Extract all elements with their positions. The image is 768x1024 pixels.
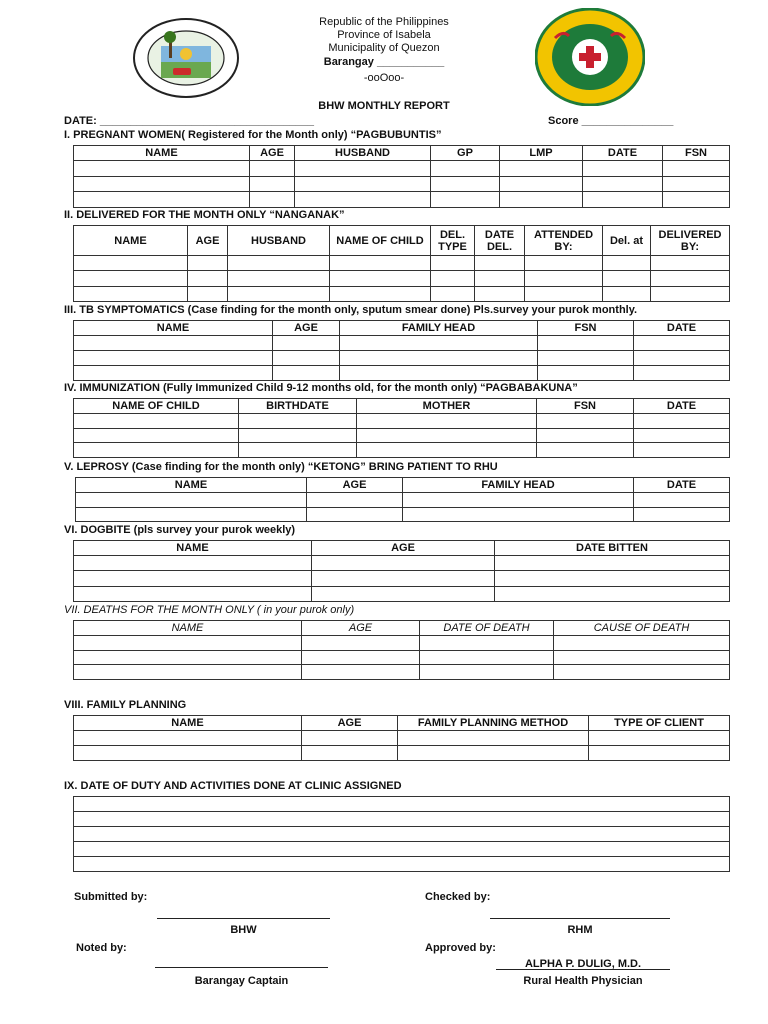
col-header: BIRTHDATE xyxy=(239,399,357,414)
col-header: FSN xyxy=(663,146,730,161)
duty-activities-table xyxy=(73,796,730,872)
col-header: DEL. TYPE xyxy=(431,226,475,256)
approved-role: Rural Health Physician xyxy=(523,975,643,987)
section-1-title: I. PREGNANT WOMEN( Registered for the Month only) “PAGBUBUNTIS” xyxy=(64,129,442,141)
table-row[interactable] xyxy=(74,256,730,271)
noted-signature-line[interactable] xyxy=(155,967,328,968)
table-row[interactable] xyxy=(74,414,730,429)
col-header: DATE BITTEN xyxy=(495,541,730,556)
col-header: HUSBAND xyxy=(228,226,330,256)
table-row[interactable] xyxy=(74,636,730,651)
table-row[interactable] xyxy=(74,857,730,872)
col-header: FSN xyxy=(538,321,634,336)
col-header: DATE xyxy=(634,321,730,336)
submitted-signature-line[interactable] xyxy=(157,918,330,919)
table-row[interactable] xyxy=(74,176,730,192)
family-planning-table xyxy=(73,715,730,761)
section-2-title: II. DELIVERED FOR THE MONTH ONLY “NANGANAK” xyxy=(64,209,345,221)
table-row[interactable] xyxy=(74,746,730,761)
col-header: NAME xyxy=(74,716,302,731)
col-header: TYPE OF CLIENT xyxy=(589,716,730,731)
col-header: NAME xyxy=(74,621,302,636)
col-header: AGE xyxy=(312,541,495,556)
section-6-title: VI. DOGBITE (pls survey your purok weekly) xyxy=(64,524,296,536)
col-header: FAMILY PLANNING METHOD xyxy=(398,716,589,731)
table-row[interactable] xyxy=(74,271,730,286)
table-row[interactable] xyxy=(74,336,730,351)
table-row[interactable] xyxy=(74,428,730,443)
col-header: DATE xyxy=(583,146,663,161)
deaths-table xyxy=(73,620,730,680)
noted-role: Barangay Captain xyxy=(194,975,289,987)
col-header: FSN xyxy=(537,399,634,414)
col-header: DELIVERED BY: xyxy=(651,226,730,256)
table-row[interactable] xyxy=(74,665,730,680)
table-row[interactable] xyxy=(74,797,730,812)
immunization-table xyxy=(73,398,730,458)
table-row[interactable] xyxy=(74,812,730,827)
col-header: AGE xyxy=(302,716,398,731)
table-row[interactable] xyxy=(74,731,730,746)
table-row[interactable] xyxy=(74,351,730,366)
checked-role: RHM xyxy=(567,924,593,936)
col-header: LMP xyxy=(500,146,583,161)
dogbite-table xyxy=(73,540,730,602)
section-3-title: III. TB SYMPTOMATICS (Case finding for the month only, sputum smear done) Pls.survey your purok monthly. xyxy=(64,304,638,316)
col-header: GP xyxy=(431,146,500,161)
header-divider: -ooOoo- xyxy=(363,72,405,84)
table-row[interactable] xyxy=(74,842,730,857)
col-header: Del. at xyxy=(603,226,651,256)
col-header: AGE xyxy=(302,621,420,636)
col-header: FAMILY HEAD xyxy=(340,321,538,336)
col-header: AGE xyxy=(188,226,228,256)
col-header: AGE xyxy=(250,146,295,161)
leprosy-table xyxy=(75,477,730,522)
tb-symptomatics-table xyxy=(73,320,730,381)
header-province: Province of Isabela xyxy=(337,29,431,41)
col-header: ATTENDED BY: xyxy=(525,226,603,256)
table-row[interactable] xyxy=(74,286,730,301)
submitted-by-label: Submitted by: xyxy=(74,891,148,903)
section-5-title: V. LEPROSY (Case finding for the month only) “KETONG” BRING PATIENT TO RHU xyxy=(64,461,498,473)
col-header: FAMILY HEAD xyxy=(403,478,634,493)
section-9-title: IX. DATE OF DUTY AND ACTIVITIES DONE AT CLINIC ASSIGNED xyxy=(64,780,402,792)
col-header: HUSBAND xyxy=(295,146,431,161)
col-header: AGE xyxy=(307,478,403,493)
table-row[interactable] xyxy=(74,366,730,381)
col-header: NAME xyxy=(74,541,312,556)
score-field[interactable]: Score _______________ xyxy=(548,115,674,127)
submitted-role: BHW xyxy=(230,924,257,936)
col-header: DATE xyxy=(634,399,730,414)
pregnant-women-table xyxy=(73,145,730,208)
col-header: NAME xyxy=(74,321,273,336)
table-row[interactable] xyxy=(74,556,730,571)
table-row[interactable] xyxy=(76,507,730,522)
approved-by-label: Approved by: xyxy=(425,942,496,954)
col-header: NAME xyxy=(74,146,250,161)
delivered-table xyxy=(73,225,730,302)
table-row[interactable] xyxy=(74,586,730,601)
table-row[interactable] xyxy=(74,161,730,177)
report-title: BHW MONTHLY REPORT xyxy=(318,100,450,112)
table-row[interactable] xyxy=(74,650,730,665)
col-header: AGE xyxy=(273,321,340,336)
table-row[interactable] xyxy=(76,493,730,508)
col-header: NAME xyxy=(74,226,188,256)
section-8-title: VIII. FAMILY PLANNING xyxy=(64,699,187,711)
section-4-title: IV. IMMUNIZATION (Fully Immunized Child 9-12 months old, for the month only) “PAGBABAKUNA” xyxy=(64,382,578,394)
approved-name: ALPHA P. DULIG, M.D. xyxy=(524,958,642,970)
col-header: DATE DEL. xyxy=(475,226,525,256)
table-row[interactable] xyxy=(74,571,730,586)
noted-by-label: Noted by: xyxy=(76,942,127,954)
table-row[interactable] xyxy=(74,827,730,842)
header-country: Republic of the Philippines xyxy=(319,16,449,28)
col-header: CAUSE OF DEATH xyxy=(554,621,730,636)
col-header: NAME xyxy=(76,478,307,493)
checked-signature-line[interactable] xyxy=(490,918,670,919)
date-field[interactable]: DATE: ___________________________________ xyxy=(64,115,314,127)
header-barangay: Barangay ___________ xyxy=(323,56,445,68)
table-row[interactable] xyxy=(74,443,730,458)
col-header: DATE xyxy=(634,478,730,493)
col-header: NAME OF CHILD xyxy=(330,226,431,256)
table-row[interactable] xyxy=(74,192,730,208)
section-7-title: VII. DEATHS FOR THE MONTH ONLY ( in your purok only) xyxy=(64,604,355,616)
checked-by-label: Checked by: xyxy=(425,891,491,903)
col-header: MOTHER xyxy=(357,399,537,414)
col-header: NAME OF CHILD xyxy=(74,399,239,414)
col-header: DATE OF DEATH xyxy=(420,621,554,636)
header-municipality: Municipality of Quezon xyxy=(328,42,440,54)
